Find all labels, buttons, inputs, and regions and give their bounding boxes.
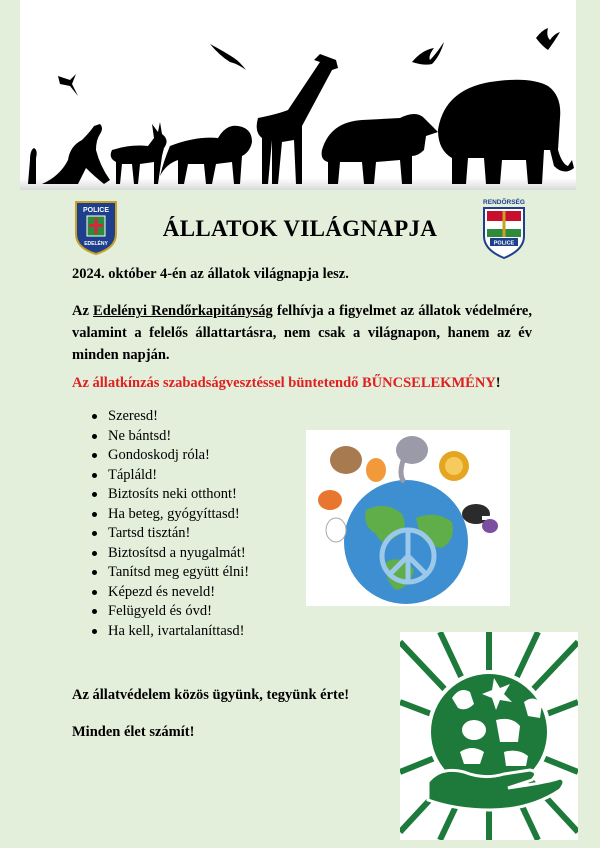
elephant-silhouette <box>438 80 574 184</box>
bird-icon <box>412 42 444 65</box>
edeleny-police-badge <box>72 198 120 256</box>
globe-animals-illustration <box>306 430 510 606</box>
rhino-silhouette <box>322 114 438 184</box>
list-item: Tápláld! <box>72 466 249 486</box>
list-item: Biztosítsd a nyugalmát! <box>72 544 249 564</box>
list-item: Képezd és neveld! <box>72 583 249 603</box>
badge-town-text: EDELÉNY <box>84 241 108 247</box>
list-item: Tanítsd meg együtt élni! <box>72 563 249 583</box>
list-item: Biztosíts neki otthont! <box>72 485 249 505</box>
intro-text: felhívja a figyelmet az állatok védelmére, valamint a felelős állattartásra, nem csak a világnapon, hanem az év minden napján. <box>72 303 532 363</box>
list-item: Ha beteg, gyógyíttasd! <box>72 505 249 525</box>
bird-icon <box>58 74 78 96</box>
warning-crime-word: BŰNCSELEKMÉNY <box>362 375 496 391</box>
meerkat-silhouette <box>28 148 37 184</box>
closing-statement: Az állatvédelem közös ügyünk, tegyünk érte! <box>72 687 350 703</box>
bird-icon <box>210 44 246 70</box>
closing-slogan: Minden élet számít! <box>72 724 195 740</box>
list-item: Szeresd! <box>72 407 249 427</box>
organization-name: Edelényi Rendőrkapitányság <box>93 303 273 319</box>
list-item: Ne bántsd! <box>72 427 249 447</box>
intro-prefix: Az <box>72 303 94 319</box>
warning-text: Az állatkínzás szabadságvesztéssel büntetendő <box>72 375 363 391</box>
date-announcement: 2024. október 4-én az állatok világnapja lesz. <box>72 266 349 282</box>
animal-silhouettes-banner <box>20 0 576 190</box>
care-checklist <box>72 407 249 641</box>
shield-police-text: POLICE <box>493 240 515 247</box>
page-title: ÁLLATOK VILÁGNAPJA <box>162 216 438 241</box>
list-item: Ha kell, ivartalaníttasd! <box>72 622 249 642</box>
list-item: Felügyeld és óvd! <box>72 602 249 622</box>
kangaroo-silhouette <box>42 124 110 184</box>
lion-silhouette <box>160 126 252 184</box>
bird-icon <box>536 28 560 50</box>
shield-rendorseg-text: RENDŐRSÉG <box>483 199 525 206</box>
giraffe-silhouette <box>257 54 338 184</box>
warning-exclamation: ! <box>495 375 501 391</box>
list-item: Tartsd tisztán! <box>72 524 249 544</box>
badge-police-text: POLICE <box>82 207 110 214</box>
intro-paragraph <box>72 300 532 366</box>
antelope-silhouette <box>111 122 167 184</box>
list-item: Gondoskodj róla! <box>72 446 249 466</box>
rendorseg-shield-logo <box>478 196 530 262</box>
warning-statement <box>72 372 532 394</box>
